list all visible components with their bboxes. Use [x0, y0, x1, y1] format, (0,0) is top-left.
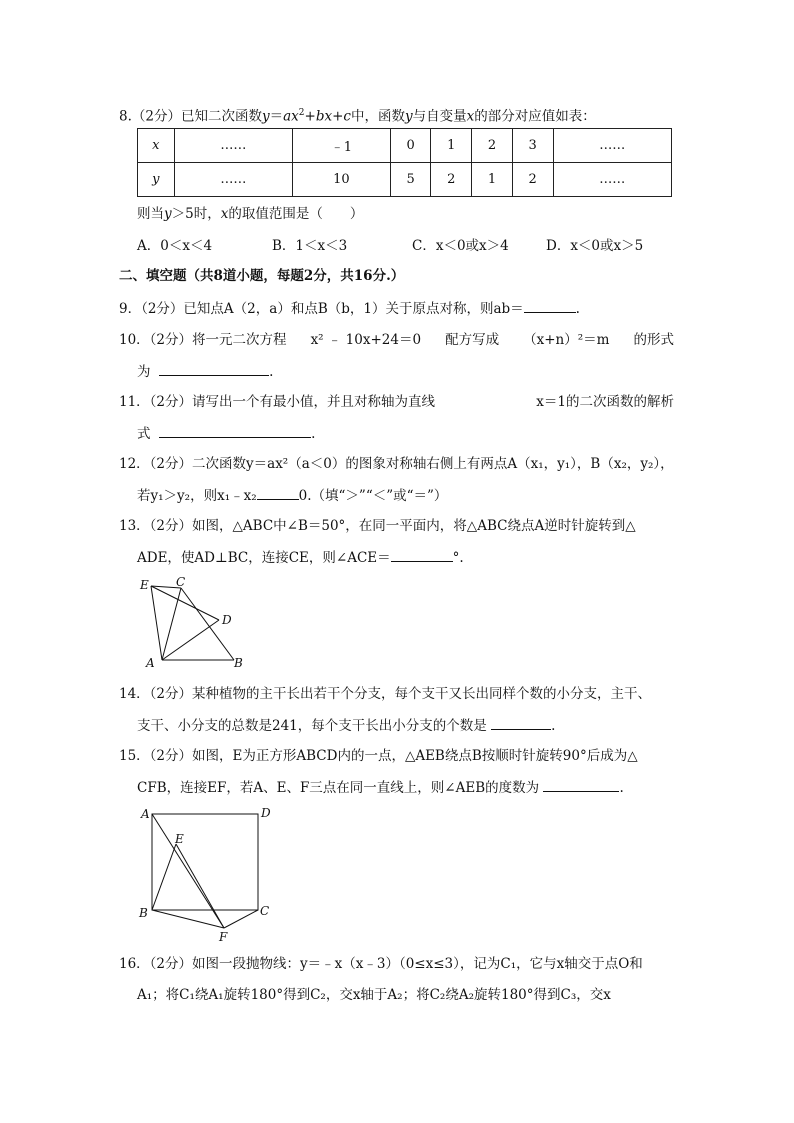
q11-line2: 式 . — [137, 426, 316, 442]
table-cell: ﹣1 — [293, 129, 391, 163]
figure-13-triangles — [136, 574, 256, 674]
table-cell: 3 — [512, 129, 553, 163]
answer-blank[interactable] — [159, 424, 311, 438]
q10-line1: 10．（2分）将一元二次方程 x² ﹣ 10x+24＝0 配方写成 （x+n）²＝m 的形式 — [119, 332, 674, 348]
label-c: C — [176, 575, 186, 589]
answer-blank[interactable] — [391, 548, 453, 562]
q15-line1: 15．（2分）如图，E为正方形ABCD内的一点，△AEB绕点B按顺时针旋转90°后成为△ — [119, 748, 638, 764]
q14-line1: 14．（2分）某种植物的主干长出若干个分支，每个支干又长出同样个数的小分支，主干、 — [119, 686, 652, 702]
table-cell: …… — [553, 163, 671, 197]
table-cell: y — [138, 163, 175, 197]
answer-blank[interactable] — [543, 778, 619, 792]
q12-line2: 若y₁＞y₂，则x₁﹣x₂ 0.（填“＞”“＜”或“＝”） — [137, 488, 448, 504]
label-b: B — [139, 906, 148, 920]
q12-line1: 12．（2分）二次函数y＝ax²（a＜0）的图象对称轴右侧上有两点A（x₁，y₁），B（x₂，y₂）， — [119, 456, 674, 472]
q8-option-c[interactable]: C．x＜0或x＞4 — [412, 238, 509, 254]
label-b: B — [234, 656, 243, 670]
q16-line1: 16．（2分）如图一段抛物线：y＝﹣x（x﹣3）（0≤x≤3），记为C₁，它与x轴交于点O和 — [119, 956, 643, 972]
table-cell: …… — [174, 129, 292, 163]
table-cell: …… — [553, 129, 671, 163]
label-a: A — [146, 656, 155, 670]
table-cell: x — [138, 129, 175, 163]
q8-condition: 则当y＞5时，x的取值范围是（ ） — [137, 206, 364, 222]
table-cell: 2 — [431, 163, 472, 197]
table-cell: 10 — [293, 163, 391, 197]
q8-option-a[interactable]: A．0＜x＜4 — [137, 238, 213, 254]
q8-option-b[interactable]: B．1＜x＜3 — [272, 238, 348, 254]
q9: 9．（2分）已知点A（2，a）和点B（b，1）关于原点对称，则ab＝ . — [119, 301, 580, 317]
label-a: A — [141, 807, 150, 821]
q8-stem: 8.（2分）已知二次函数$y=ax^2+bx+c$中，函数y与自变量x的部分对应值如表： — [119, 108, 596, 125]
answer-blank[interactable] — [159, 362, 269, 376]
table-cell: 2 — [472, 129, 513, 163]
section-heading: 二、填空题（共8道小题，每题2分，共16分.） — [119, 268, 405, 284]
label-f: F — [219, 930, 228, 943]
label-e: E — [175, 832, 184, 846]
q15-line2: CFB，连接EF，若A、E、F三点在同一直线上，则∠AEB的度数为 . — [137, 780, 624, 796]
q14-line2: 支干、小分支的总数是241，每个支干长出小分支的个数是 . — [137, 718, 556, 734]
answer-blank[interactable] — [491, 716, 551, 730]
table-cell: …… — [174, 163, 292, 197]
q13-line1: 13．（2分）如图，△ABC中∠B＝50°，在同一平面内，将△ABC绕点A逆时针旋转到△ — [119, 518, 636, 534]
answer-blank[interactable] — [524, 299, 576, 313]
table-row-x — [138, 129, 672, 163]
answer-blank[interactable] — [257, 486, 299, 500]
q11-line1: 11．（2分）请写出一个有最小值，并且对称轴为直线 x＝1的二次函数的解析 — [119, 394, 674, 410]
q10-line2: 为 . — [137, 364, 274, 380]
table-cell: 2 — [512, 163, 553, 197]
label-d: D — [261, 806, 271, 820]
label-e: E — [140, 578, 149, 592]
q16-line2: A₁；将C₁绕A₁旋转180°得到C₂，交x轴于A₂；将C₂绕A₂旋转180°得到C₃，交x — [137, 987, 611, 1003]
q13-line2: ADE，使AD⊥BC，连接CE，则∠ACE＝ °. — [137, 550, 464, 566]
table-row-y — [138, 163, 672, 197]
table-cell: 1 — [472, 163, 513, 197]
table-cell: 5 — [390, 163, 431, 197]
table-cell: 0 — [390, 129, 431, 163]
table-cell: 1 — [431, 129, 472, 163]
label-d: D — [222, 613, 232, 627]
figure-15-square — [136, 803, 286, 943]
q8-option-d[interactable]: D．x＜0或x＞5 — [546, 238, 644, 254]
value-table — [137, 128, 672, 197]
label-c: C — [260, 904, 270, 918]
